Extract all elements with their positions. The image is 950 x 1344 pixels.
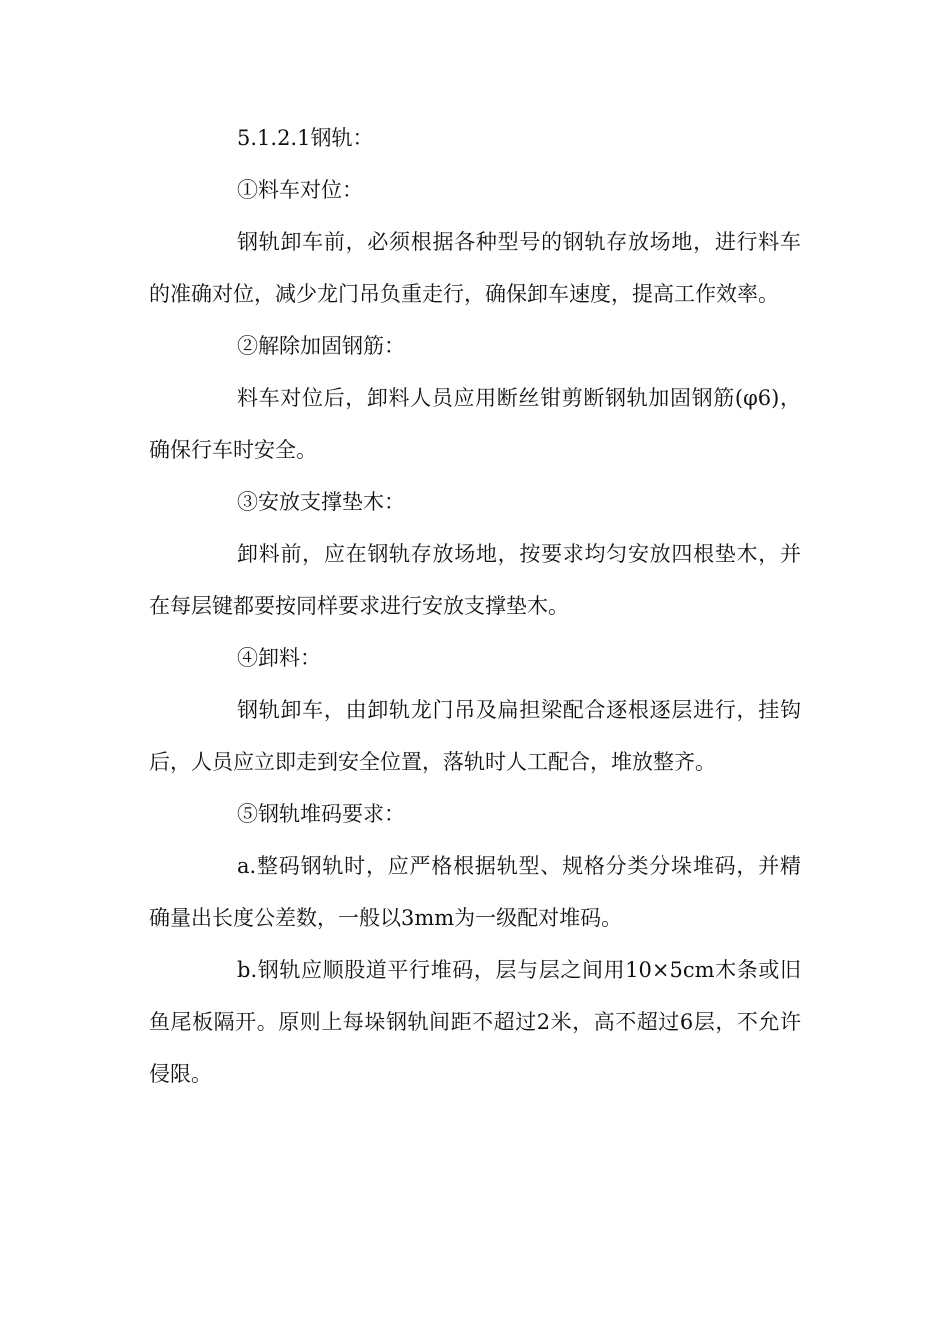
section-heading: 5.1.2.1钢轨：: [237, 126, 374, 150]
subheading: ①料车对位：: [237, 178, 363, 202]
subheading: ③安放支撑垫木：: [237, 490, 405, 514]
body-paragraph: a.整码钢轨时，应严格根据轨型、规格分类分垛堆码，并精确量出长度公差数，一般以3mm为一级配对堆码。: [149, 854, 801, 930]
body-paragraph: 料车对位后，卸料人员应用断丝钳剪断钢轨加固钢筋(φ6)，确保行车时安全。: [149, 386, 801, 462]
subheading: ②解除加固钢筋：: [237, 334, 405, 358]
body-paragraph: b.钢轨应顺股道平行堆码，层与层之间用10×5cm木条或旧鱼尾板隔开。原则上每垛钢轨间距不超过2米，高不超过6层，不允许侵限。: [149, 958, 801, 1086]
body-paragraph: 钢轨卸车，由卸轨龙门吊及扁担梁配合逐根逐层进行，挂钩后，人员应立即走到安全位置，落轨时人工配合，堆放整齐。: [149, 698, 801, 774]
subheading: ④卸料：: [237, 646, 321, 670]
body-paragraph: 钢轨卸车前，必须根据各种型号的钢轨存放场地，进行料车的准确对位，减少龙门吊负重走行，确保卸车速度，提高工作效率。: [149, 230, 801, 306]
body-paragraph: 卸料前，应在钢轨存放场地，按要求均匀安放四根垫木，并在每层键都要按同样要求进行安放支撑垫木。: [149, 542, 801, 618]
subheading: ⑤钢轨堆码要求：: [237, 802, 405, 826]
document-body: [149, 112, 801, 1100]
